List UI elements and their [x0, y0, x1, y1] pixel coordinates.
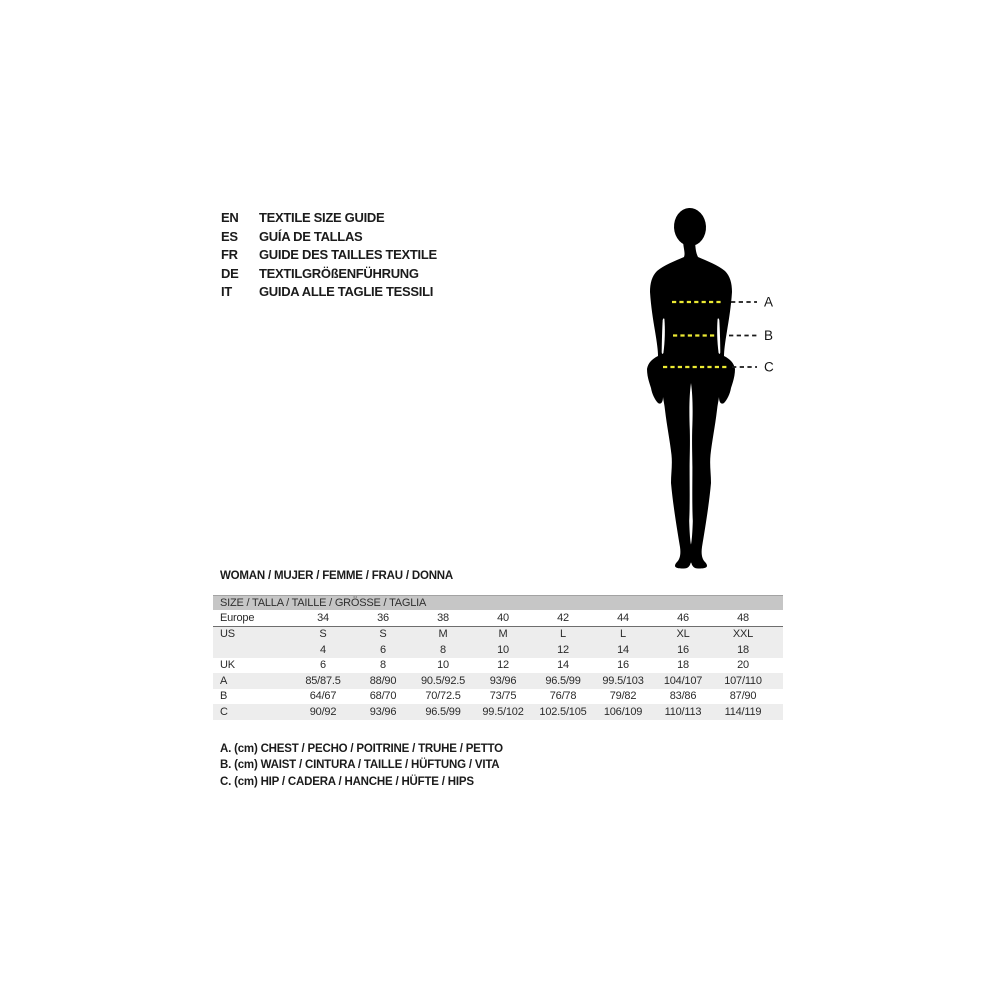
table-row — [213, 658, 783, 674]
size-value-cell: 96.5/99 — [425, 705, 461, 718]
size-value-cell: L — [560, 628, 566, 641]
size-value-cell: 68/70 — [369, 690, 397, 703]
size-value-cell: 42 — [557, 611, 569, 624]
language-title: GUIDA ALLE TAGLIE TESSILI — [259, 284, 434, 300]
size-value-cell: S — [319, 628, 327, 641]
row-label-cell: A — [220, 674, 228, 687]
size-value-cell: 16 — [617, 659, 629, 672]
table-row — [213, 673, 783, 689]
size-value-cell: 8 — [380, 659, 386, 672]
size-table-header: SIZE / TALLA / TAILLE / GRÖSSE / TAGLIA — [213, 595, 783, 610]
size-value-cell: L — [620, 628, 626, 641]
table-row — [213, 689, 783, 705]
note-line: A. (cm) CHEST / PECHO / POITRINE / TRUHE / PETTO — [220, 743, 503, 755]
size-value-cell: 88/90 — [369, 674, 397, 687]
size-value-cell: 70/72.5 — [425, 690, 461, 703]
language-title: TEXTILGRÖßENFÜHRUNG — [259, 265, 419, 281]
size-value-cell: 110/113 — [664, 705, 702, 718]
language-row — [221, 209, 437, 228]
spacer-cell — [773, 642, 783, 658]
chest-line-label: A — [764, 294, 774, 310]
size-value-cell: 10 — [497, 643, 509, 656]
hip-line-label: C — [764, 359, 774, 375]
language-row — [221, 265, 437, 284]
row-label-cell — [213, 642, 293, 658]
spacer-cell — [773, 673, 783, 689]
size-value-cell: 76/78 — [549, 690, 577, 703]
size-value-cell: 87/90 — [729, 690, 757, 703]
size-value-cell: 83/86 — [669, 690, 697, 703]
size-value-cell: 73/75 — [489, 690, 517, 703]
size-value-cell: 34 — [317, 611, 329, 624]
spacer-cell — [773, 626, 783, 642]
size-value-cell: 114/119 — [724, 705, 762, 718]
language-title: TEXTILE SIZE GUIDE — [259, 210, 385, 225]
size-value-cell: 14 — [617, 643, 629, 656]
woman-silhouette — [647, 207, 735, 568]
gender-title: WOMAN / MUJER / FEMME / FRAU / DONNA — [220, 570, 454, 582]
size-value-cell: 96.5/99 — [545, 674, 581, 687]
size-table-grid — [213, 610, 783, 720]
language-title: GUIDE DES TAILLES TEXTILE — [259, 247, 437, 263]
size-value-cell: 14 — [557, 659, 569, 672]
size-value-cell: 18 — [677, 659, 689, 672]
spacer-cell — [773, 704, 783, 720]
size-value-cell: 104/107 — [663, 674, 703, 687]
size-value-cell: 64/67 — [309, 690, 337, 703]
language-code: EN — [221, 210, 239, 225]
table-row — [213, 626, 783, 642]
size-value-cell: 90/92 — [309, 705, 337, 718]
size-value-cell: 36 — [377, 611, 389, 624]
size-table — [213, 595, 783, 720]
size-value-cell: 85/87.5 — [305, 674, 341, 687]
size-value-cell: 6 — [320, 659, 326, 672]
size-value-cell: 99.5/102 — [482, 705, 524, 718]
size-value-cell: XL — [676, 628, 690, 641]
size-value-cell: 12 — [557, 643, 569, 656]
size-value-cell: 16 — [677, 643, 689, 656]
size-value-cell: 48 — [737, 611, 749, 624]
waist-line-label: B — [764, 328, 774, 343]
size-value-cell: S — [379, 628, 387, 641]
size-value-cell: 12 — [497, 659, 509, 672]
row-label-cell: Europe — [220, 611, 255, 624]
language-row — [221, 283, 437, 302]
size-value-cell: 46 — [677, 611, 689, 624]
spacer-cell — [773, 610, 783, 626]
row-label-cell: B — [220, 690, 228, 703]
note-line: C. (cm) HIP / CADERA / HANCHE / HÜFTE / HIPS — [220, 775, 474, 788]
language-row — [221, 246, 437, 265]
spacer-cell — [773, 658, 783, 674]
language-code: IT — [221, 284, 232, 300]
language-title-list — [221, 209, 437, 302]
size-value-cell: 8 — [440, 643, 446, 656]
size-value-cell: 90.5/92.5 — [420, 674, 466, 687]
row-label-cell: C — [220, 705, 228, 718]
note-line: B. (cm) WAIST / CINTURA / TAILLE / HÜFTUNG / VITA — [220, 759, 500, 772]
size-value-cell: 10 — [437, 659, 449, 672]
language-code: DE — [221, 265, 239, 281]
size-value-cell: 102.5/105 — [539, 705, 587, 718]
size-value-cell: 107/110 — [724, 674, 762, 687]
size-value-cell: 4 — [320, 643, 326, 656]
table-row — [213, 642, 783, 658]
size-value-cell: M — [498, 628, 508, 641]
row-label-cell: UK — [220, 659, 235, 672]
size-value-cell: 40 — [497, 611, 509, 624]
spacer-cell — [773, 689, 783, 705]
size-value-cell: 93/96 — [489, 674, 517, 687]
size-value-cell: 20 — [737, 659, 749, 672]
size-value-cell: XXL — [732, 628, 754, 641]
size-value-cell: 79/82 — [609, 690, 637, 703]
size-value-cell: 44 — [617, 611, 629, 624]
language-title: GUÍA DE TALLAS — [259, 228, 363, 244]
table-row — [213, 704, 783, 720]
size-value-cell: 106/109 — [603, 705, 643, 718]
size-value-cell: 38 — [437, 611, 449, 624]
size-value-cell: 93/96 — [369, 705, 397, 718]
row-label-cell: US — [220, 628, 235, 641]
woman-silhouette-diagram — [600, 203, 800, 573]
language-code: ES — [221, 228, 238, 244]
language-code: FR — [221, 247, 238, 263]
measurement-notes — [220, 741, 503, 790]
table-row — [213, 610, 783, 626]
size-value-cell: 99.5/103 — [602, 674, 644, 687]
size-value-cell: 6 — [380, 643, 386, 656]
language-row — [221, 228, 437, 247]
size-value-cell: M — [438, 628, 448, 641]
size-value-cell: 18 — [737, 643, 749, 656]
